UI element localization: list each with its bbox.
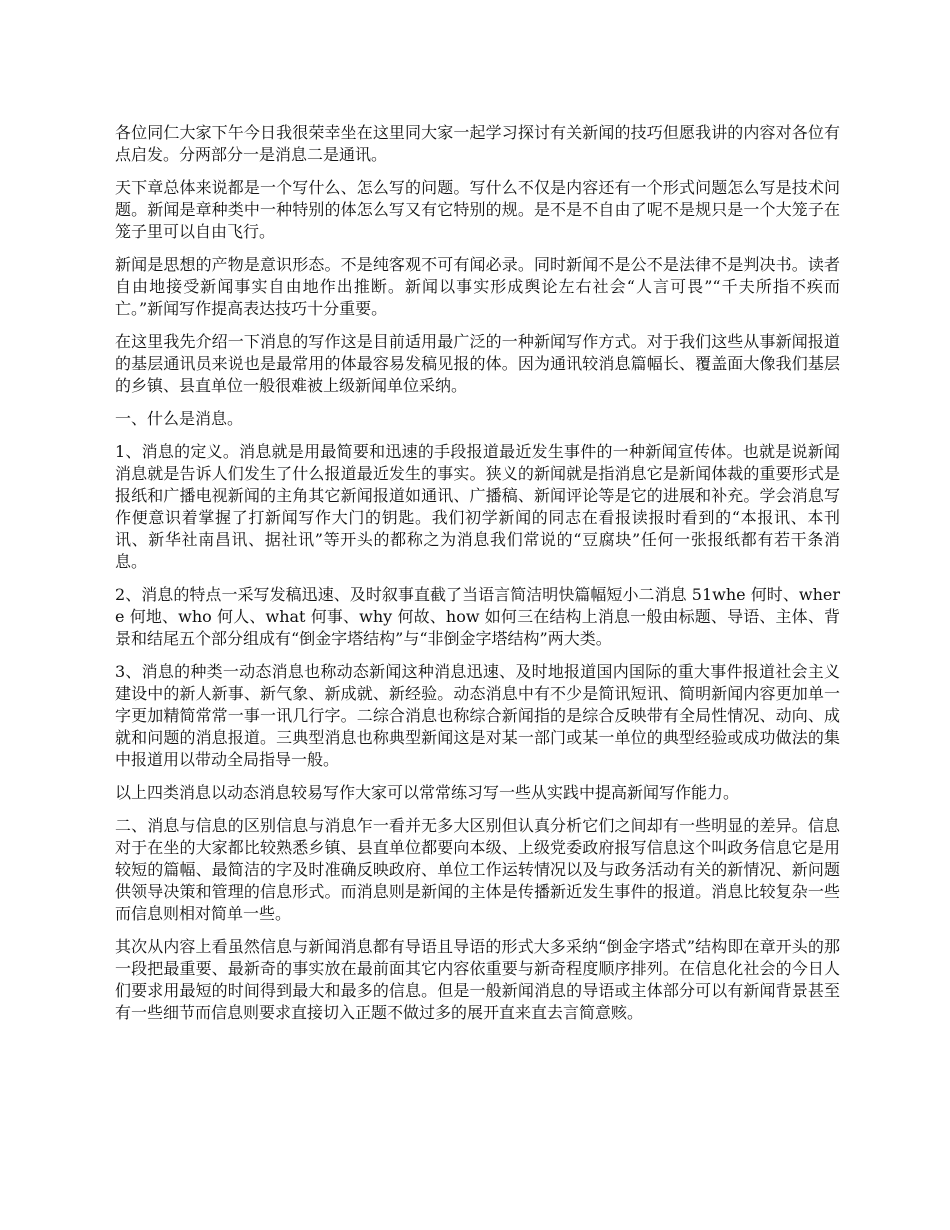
paragraph-features: 2、消息的特点一采写发稿迅速、及时叙事直截了当语言简洁明快篇幅短小二消息 51whe 何时、where 何地、who 何人、what 何事、why 何故、how 如何三在结构上消息一般由标题、导语、主体、背景和结尾五个部分组成有“倒金字塔结构”与“非倒金字塔结构”两大类。 <box>115 585 840 648</box>
paragraph-what-how: 天下章总体来说都是一个写什么、怎么写的问题。写什么不仅是内容还有一个形式问题怎么写是技术问题。新闻是章种类中一种特别的体怎么写又有它特别的规。是不是不自由了呢不是规只是一个大笼子在笼子里可以自由飞行。 <box>115 178 840 241</box>
paragraph-ideology: 新闻是思想的产物是意识形态。不是纯客观不可有闻必录。同时新闻不是公不是法律不是判决书。读者自由地接受新闻事实自由地作出推断。新闻以事实形成舆论左右社会“人言可畏”“千夫所指不疾而亡。”新闻写作提高表达技巧十分重要。 <box>115 255 840 318</box>
document-page <box>115 122 840 1035</box>
paragraph-difference: 二、消息与信息的区别信息与消息乍一看并无多大区别但认真分析它们之间却有一些明显的差异。信息对于在坐的大家都比较熟悉乡镇、县直单位都要向本级、上级党委政府报写信息这个叫政务信息它是用较短的篇幅、最简洁的字及时准确反映政府、单位工作运转情况以及与政务活动有关的新情况、新问题供领导决策和管理的信息形式。而消息则是新闻的主体是传播新近发生事件的报道。消息比较复杂一些而信息则相对简单一些。 <box>115 816 840 923</box>
paragraph-content-comparison: 其次从内容上看虽然信息与新闻消息都有导语且导语的形式大多采纳“倒金字塔式”结构即在章开头的那一段把最重要、最新奇的事实放在最前面其它内容依重要与新奇程度顺序排列。在信息化社会的今日人们要求用最短的时间得到最大和最多的信息。但是一般新闻消息的导语或主体部分可以有新闻背景甚至有一些细节而信息则要求直接切入正题不做过多的展开直来直去言简意赅。 <box>115 937 840 1022</box>
paragraph-intro: 各位同仁大家下午今日我很荣幸坐在这里同大家一起学习探讨有关新闻的技巧但愿我讲的内容对各位有点启发。分两部分一是消息二是通讯。 <box>115 123 840 164</box>
paragraph-message-writing: 在这里我先介绍一下消息的写作这是目前适用最广泛的一种新闻写作方式。对于我们这些从事新闻报道的基层通讯员来说也是最常用的体最容易发稿见报的体。因为通讯较消息篇幅长、覆盖面大像我们基层的乡镇、县直单位一般很难被上级新闻单位采纳。 <box>115 332 840 395</box>
section-heading-what-is-message: 一、什么是消息。 <box>115 409 244 428</box>
paragraph-summary: 以上四类消息以动态消息较易写作大家可以常常练习写一些从实践中提高新闻写作能力。 <box>115 783 740 802</box>
paragraph-types: 3、消息的种类一动态消息也称动态新闻这种消息迅速、及时地报道国内国际的重大事件报道社会主义建设中的新人新事、新气象、新成就、新经验。动态消息中有不少是简讯短讯、简明新闻内容更加单一字更加精简常常一事一讯几行字。二综合消息也称综合新闻指的是综合反映带有全局性情况、动向、成就和问题的消息报道。三典型消息也称典型新闻这是对某一部门或某一单位的典型经验或成功做法的集中报道用以带动全局指导一般。 <box>115 662 840 769</box>
paragraph-definition: 1、消息的定义。消息就是用最简要和迅速的手段报道最近发生事件的一种新闻宣传体。也就是说新闻消息就是告诉人们发生了什么报道最近发生的事实。狭义的新闻就是指消息它是新闻体裁的重要形式是报纸和广播电视新闻的主角其它新闻报道如通讯、广播稿、新闻评论等是它的进展和补充。学会消息写作便意识着掌握了打新闻写作大门的钥匙。我们初学新闻的同志在看报读报时看到的“本报讯、本刊讯、新华社南昌讯、据社讯”等开头的都称之为消息我们常说的“豆腐块”任何一张报纸都有若干条消息。 <box>115 442 840 571</box>
